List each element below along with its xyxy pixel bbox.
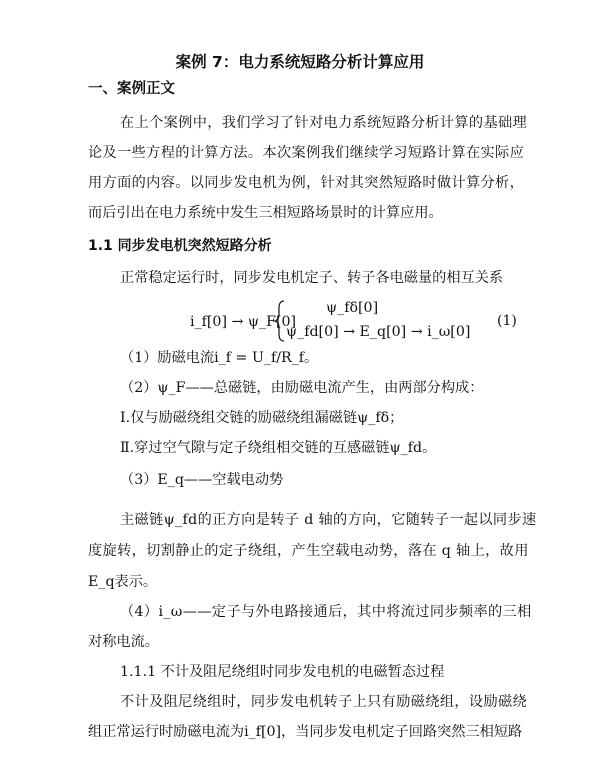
document-title: 案例 7：电力系统短路分析计算应用 [175,53,425,71]
equation-number: (1) [497,313,517,329]
equation-bottom-branch: ψ_fd[0] → E_q[0] → i_ω[0] [286,324,471,340]
subsection-heading: 1.1 同步发电机突然短路分析 [88,238,272,254]
item-1: （1）励磁电流i_f = U_f/R_f。 [120,350,319,366]
item-4-line-1: （4）i_ω——定子与外电路接通后，其中将流过同步频率的三相 [120,604,532,620]
intro-line-3: 用方面的内容。以同步发电机为例，针对其突然短路时做计算分析， [88,175,525,191]
steady-state-line: 正常稳定运行时，同步发电机定子、转子各电磁量的相互关系 [120,270,504,286]
main-flux-line-3: E_q表示。 [88,574,158,590]
final-line-1: 不计及阻尼绕组时，同步发电机转子上只有励磁绕组，设励磁绕 [120,694,528,710]
main-flux-line-2: 度旋转，切割静止的定子绕组，产生空载电动势，落在 q 轴上，故用 [88,543,529,559]
intro-line-1: 在上个案例中，我们学习了针对电力系统短路分析计算的基础理 [120,115,528,131]
main-flux-line-1: 主磁链ψ_fd的正方向是转子 d 轴的方向，它随转子一起以同步速 [120,512,537,528]
intro-line-2: 论及一些方程的计算方法。本次案例我们继续学习短路计算在实际应 [88,145,525,161]
final-line-2: 组正常运行时励磁电流为i_f[0]，当同步发电机定子回路突然三相短路 [88,724,523,740]
item-4-line-2: 对称电流。 [88,634,159,650]
equation-lhs: i_f[0] → ψ_F[0] [190,314,297,330]
intro-line-4: 而后引出在电力系统中发生三相短路场景时的计算应用。 [88,205,443,221]
item-2-part-2: Ⅱ.穿过空气隙与定子绕组相交链的互感磁链ψ_fd。 [120,440,437,456]
equation-top-branch: ψ_fδ[0] [326,300,379,316]
section-heading: 一、案例正文 [88,81,175,97]
brace-icon [274,300,286,342]
equation-1 [190,300,530,342]
item-2-part-1: Ⅰ.仅与励磁绕组交链的励磁绕组漏磁链ψ_fδ； [120,410,404,426]
item-3: （3）E_q——空载电动势 [120,472,284,488]
item-2: （2）ψ_F——总磁链，由励磁电流产生，由两部分构成： [120,380,484,396]
subsubsection-heading: 1.1.1 不计及阻尼绕组时同步发电机的电磁暂态过程 [120,664,445,680]
